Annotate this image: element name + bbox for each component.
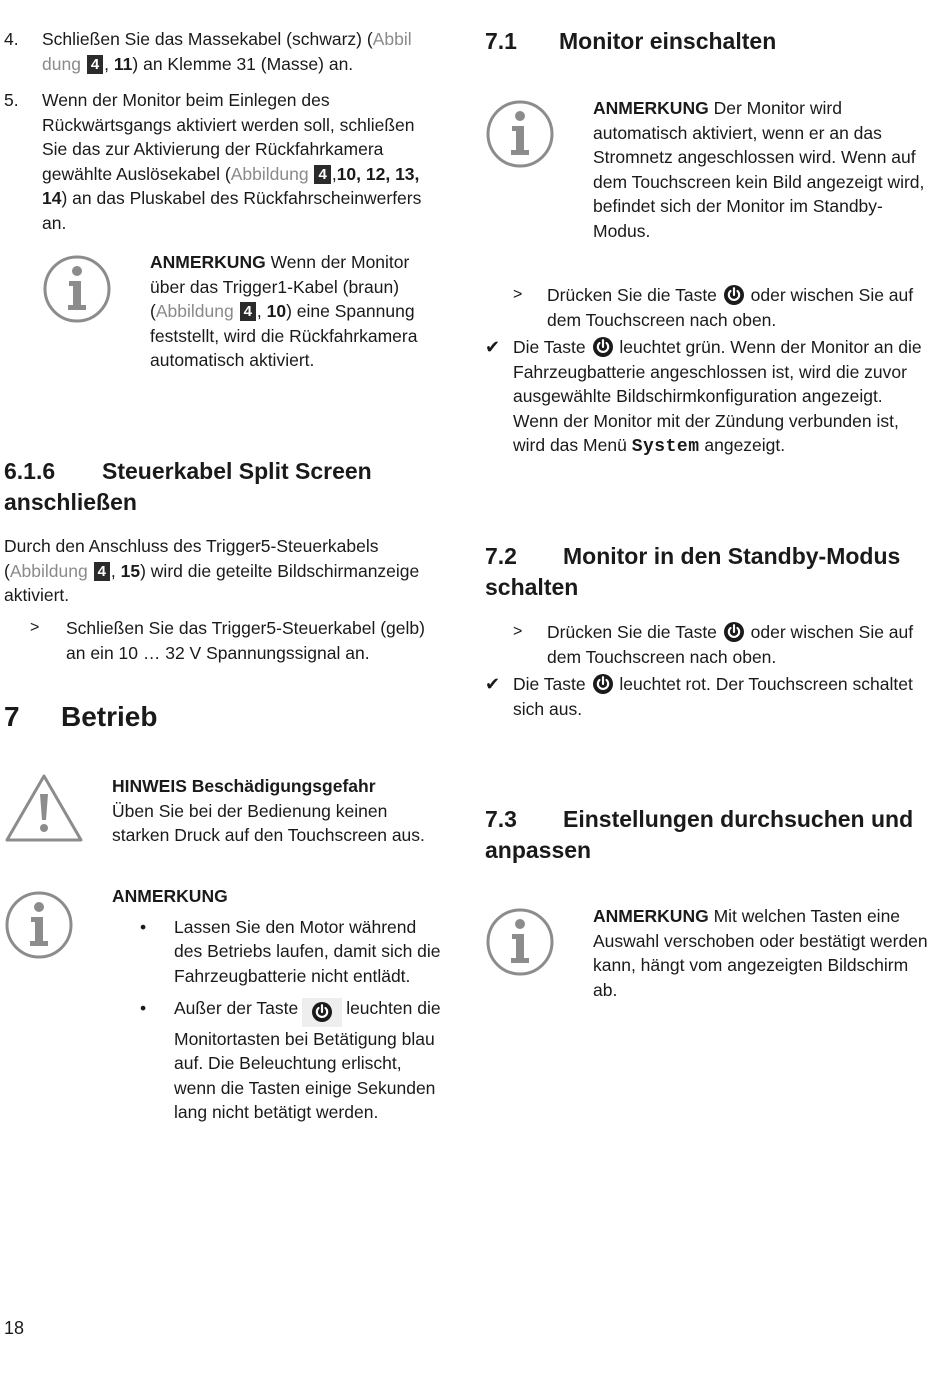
note-trigger1 [4, 248, 444, 388]
warning-notice [4, 772, 444, 852]
note-buttons [485, 904, 930, 1014]
instruction-step: > Drücken Sie die Taste oder wischen Sie auf dem Touchscreen nach oben. [513, 622, 914, 667]
figure-reference-link[interactable]: Abbildung [155, 301, 234, 321]
note-operation [4, 884, 444, 1184]
figure-badge: 4 [94, 562, 110, 581]
figure-reference-link[interactable]: Abbildung [9, 560, 88, 581]
section-heading-7-3: 7.3 Einstellungen durchsuchen und anpassen [485, 806, 914, 863]
section-heading-7-2: 7.2 Monitor in den Standby-Modus schalten [485, 543, 901, 600]
warning-title: HINWEIS Beschädigungsgefahr [112, 776, 376, 796]
list-item-5 [4, 88, 444, 235]
menu-name: System [631, 437, 700, 457]
note-title: ANMERKUNG [593, 98, 709, 118]
section-heading-6-1-6: 6.1.6 Steuerkabel Split Screen anschließen [4, 458, 372, 515]
info-icon [42, 254, 112, 324]
info-icon [485, 907, 555, 977]
check-icon: ✔ [485, 337, 501, 357]
result-step: ✔ Die Taste leuchtet rot. Der Touchscreen schaltet sich aus. [485, 674, 913, 719]
note-auto-activation [485, 96, 930, 246]
step-marker: > [513, 623, 523, 640]
figure-badge: 4 [87, 55, 103, 74]
note-bullet-list [112, 915, 444, 1125]
chapter-heading-7: 7 Betrieb [4, 701, 158, 732]
result-step: ✔ Die Taste leuchtet grün. Wenn der Monitor an die Fahrzeugbatterie angeschlossen ist, wird die zuvor ausgewählte Bildschirmkonfiguration angezeigt. Wenn der Monitor mit der Zündung verbunden ist, wird das Menü System angezeigt. [485, 337, 922, 457]
power-icon [312, 1002, 332, 1022]
note-title: ANMERKUNG [593, 906, 709, 926]
figure-reference-link[interactable]: Abbil dung [42, 29, 412, 74]
list-number: 5. [4, 90, 19, 110]
note-text: ANMERKUNG Wenn der Monitor über das Trigger1-Kabel (braun) (Abbildung 4 , 10) eine Spannung feststellt, wird die Rückfahrkamera automatisch aktiviert. [150, 252, 418, 370]
list-item: • Lassen Sie den Motor während des Betriebs laufen, damit sich die Fahrzeugbatterie nicht entlädt. [112, 915, 444, 989]
power-icon [724, 622, 744, 642]
info-icon [4, 890, 74, 960]
note-text: ANMERKUNG Der Monitor wird automatisch aktiviert, wenn er an das Stromnetz angeschlossen wird. Wenn auf dem Touchscreen kein Bild angezeigt wird, befindet sich der Monitor im Standby-Modus. [593, 98, 925, 241]
note-title: ANMERKUNG [150, 252, 266, 272]
note-title: ANMERKUNG [112, 886, 228, 906]
step-marker: > [30, 619, 40, 636]
list-item-4 [4, 27, 444, 76]
note-text: ANMERKUNG Mit welchen Tasten eine Auswahl verschoben oder bestätigt werden kann, hängt vom angezeigten Bildschirm ab. [593, 906, 928, 1000]
figure-badge: 4 [314, 165, 330, 184]
page-number: 18 [4, 1318, 25, 1338]
step-marker: > [513, 286, 523, 303]
instruction-step: > Drücken Sie die Taste oder wischen Sie auf dem Touchscreen nach oben. [513, 285, 914, 330]
warning-icon [4, 772, 84, 844]
power-icon [593, 337, 613, 357]
instruction-step: > Schließen Sie das Trigger5-Steuerkabel (gelb) an ein 10 … 32 V Spannungssignal an. [30, 618, 425, 663]
list-text: Schließen Sie das Massekabel (schwarz) (Abbil dung 4 , 11) an Klemme 31 (Masse) an. [42, 29, 412, 74]
power-icon [724, 285, 744, 305]
warning-text: HINWEIS Beschädigungsgefahr Üben Sie bei der Bedienung keinen starken Druck auf den Touchscreen aus. [112, 776, 425, 845]
note-text [112, 884, 444, 1133]
section-heading-7-1: 7.1 Monitor einschalten [485, 28, 777, 54]
paragraph-trigger5: Durch den Anschluss des Trigger5-Steuerkabels (Abbildung 4 , 15) wird die geteilte Bildschirmanzeige aktiviert. [4, 536, 420, 605]
list-item: • Außer der Taste leuchten die Monitortasten bei Betätigung blau auf. Die Beleuchtung erlischt, wenn die Tasten einige Sekunden lang nicht betätigt werden. [112, 996, 444, 1125]
list-text: Wenn der Monitor beim Einlegen des Rückwärtsgangs aktiviert werden soll, schließen Sie das zur Aktivierung der Rückfahrkamera gewählte Auslösekabel (Abbildung 4 ,10, 12, 13, 14) an das Pluskabel des Rückfahrscheinwerfers an. [42, 90, 422, 233]
figure-reference-link[interactable]: Abbildung [230, 163, 309, 184]
check-icon: ✔ [485, 674, 501, 694]
list-number: 4. [4, 29, 19, 49]
power-icon [593, 674, 613, 694]
info-icon [485, 99, 555, 169]
figure-badge: 4 [240, 302, 256, 321]
